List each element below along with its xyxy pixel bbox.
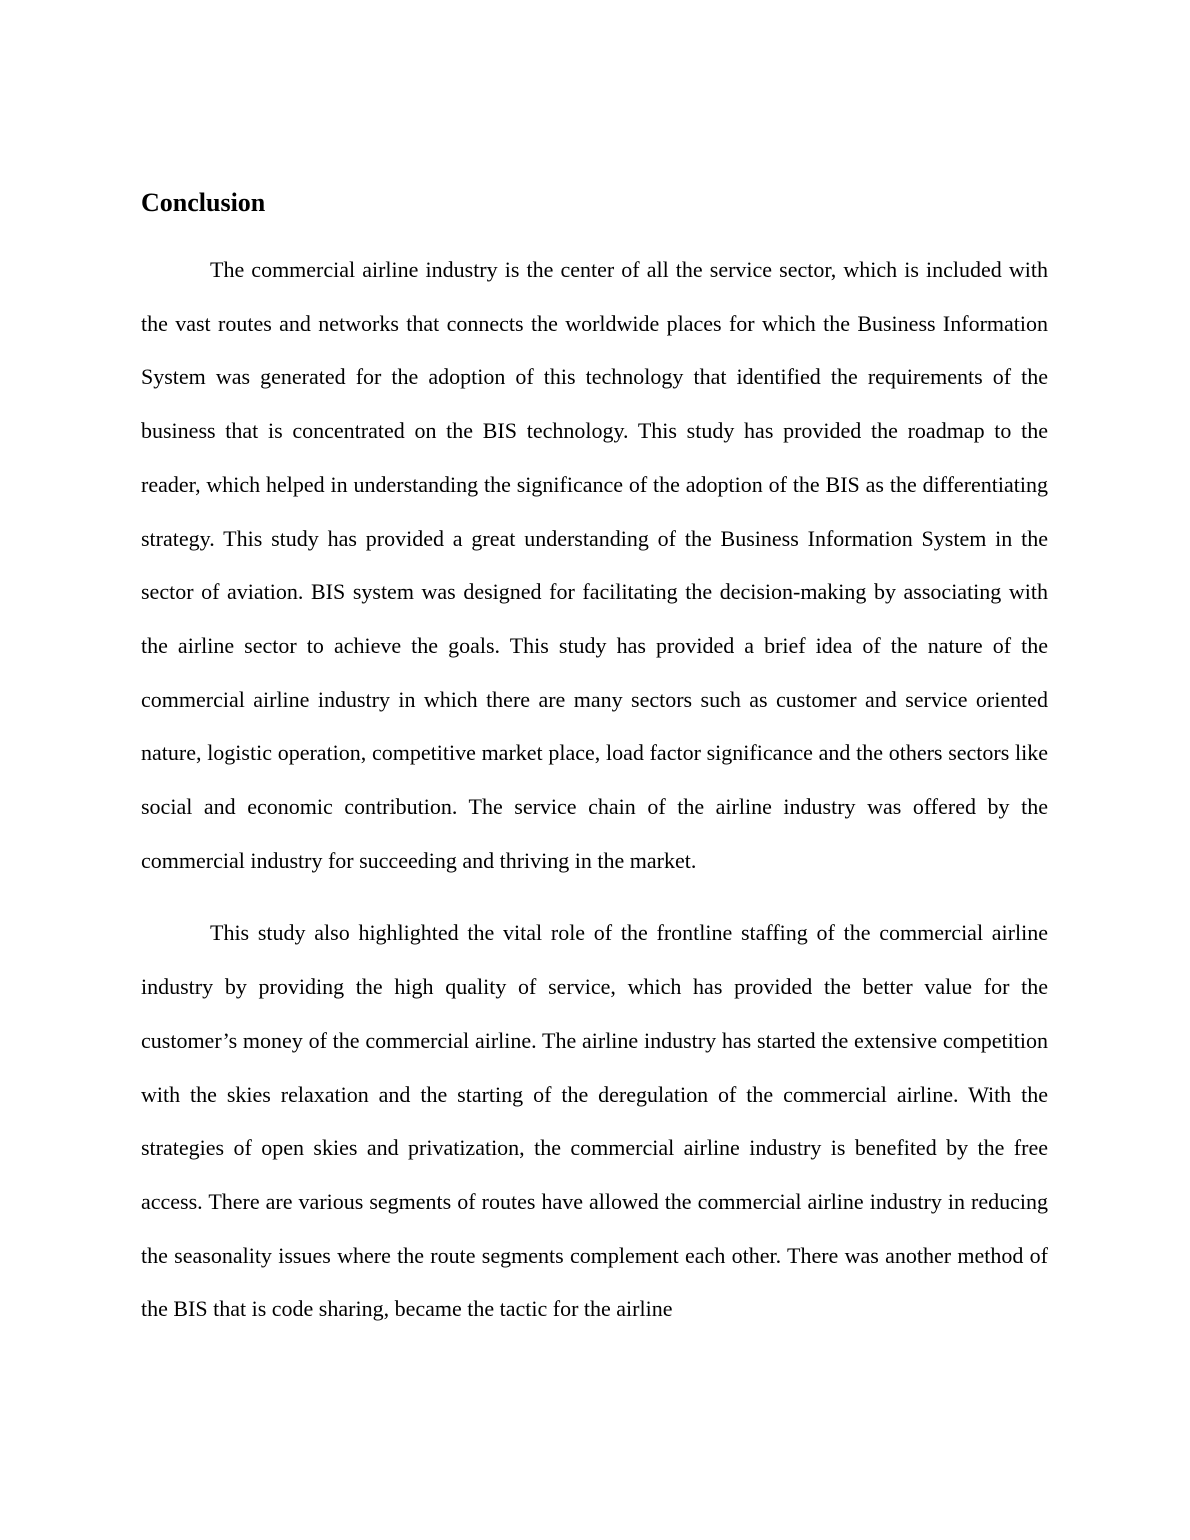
section-heading: Conclusion bbox=[141, 188, 266, 217]
document-body bbox=[141, 186, 1048, 1336]
body-paragraph: This study also highlighted the vital role of the frontline staffing of the commercial airline industry by providing the high quality of service, which has provided the better value for the customer’s money of the commercial airline. The airline industry has started the extensive competition with the skies relaxation and the starting of the deregulation of the commercial airline. With the strategies of open skies and privatization, the commercial airline industry is benefited by the free access. There are various segments of routes have allowed the commercial airline industry in reducing the seasonality issues where the route segments complement each other. There was another method of the BIS that is code sharing, became the tactic for the airline bbox=[141, 920, 1048, 1322]
body-paragraph: The commercial airline industry is the center of all the service sector, which is included with the vast routes and networks that connects the worldwide places for which the Business Information System was generated for the adoption of this technology that identified the requirements of the business that is concentrated on the BIS technology. This study has provided the roadmap to the reader, which helped in understanding the significance of the adoption of the BIS as the differentiating strategy. This study has provided a great understanding of the Business Information System in the sector of aviation. BIS system was designed for facilitating the decision-making by associating with the airline sector to achieve the goals. This study has provided a brief idea of the nature of the commercial airline industry in which there are many sectors such as customer and service oriented nature, logistic operation, competitive market place, load factor significance and the others sectors like social and economic contribution. The service chain of the airline industry was offered by the commercial industry for succeeding and thriving in the market. bbox=[141, 257, 1048, 873]
